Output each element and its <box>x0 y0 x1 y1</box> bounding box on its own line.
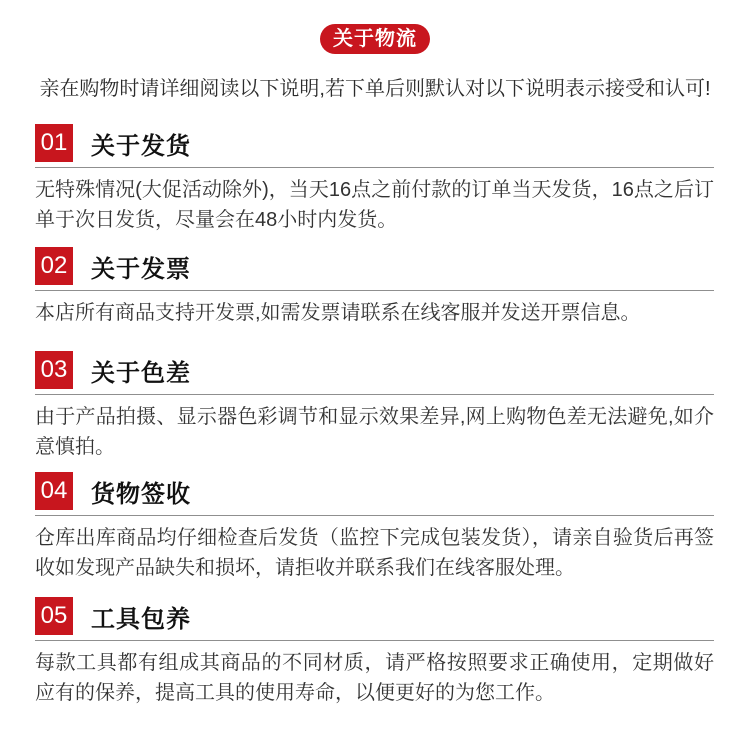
section-header <box>35 597 714 635</box>
section-number-badge: 02 <box>35 247 73 285</box>
section-title: 关于色差 <box>91 359 191 387</box>
section-title: 关于发票 <box>91 255 191 283</box>
section-title: 工具包养 <box>91 605 191 633</box>
section-header <box>35 472 714 510</box>
section-divider <box>35 167 714 168</box>
section-body-text: 每款工具都有组成其商品的不同材质，请严格按照要求正确使用，定期做好应有的保养，提高工具的使用寿命，以便更好的为您工作。 <box>35 652 714 704</box>
section-title: 关于发货 <box>91 132 191 160</box>
section-invoice <box>35 247 714 328</box>
section-number-badge: 05 <box>35 597 73 635</box>
section-body-text: 由于产品拍摄、显示器色彩调节和显示效果差异,网上购物色差无法避免,如介意慎拍。 <box>35 406 714 458</box>
header-badge-container <box>0 0 750 54</box>
section-body-text: 无特殊情况(大促活动除外)，当天16点之前付款的订单当天发货，16点之后订单于次日发货，尽量会在48小时内发货。 <box>35 179 714 231</box>
page-title-badge: 关于物流 <box>320 24 430 54</box>
section-title: 货物签收 <box>91 480 191 508</box>
section-number-badge: 04 <box>35 472 73 510</box>
section-divider <box>35 290 714 291</box>
section-number-badge: 01 <box>35 124 73 162</box>
section-divider <box>35 640 714 641</box>
section-header <box>35 124 714 162</box>
section-goods-receipt <box>35 472 714 583</box>
section-divider <box>35 394 714 395</box>
intro-notice-text: 亲在购物时请详细阅读以下说明,若下单后则默认对以下说明表示接受和认可! <box>39 78 711 100</box>
section-tool-maintenance <box>35 597 714 708</box>
section-body-text: 仓库出库商品均仔细检查后发货（监控下完成包装发货），请亲自验货后再签收如发现产品缺失和损坏，请拒收并联系我们在线客服处理。 <box>35 527 714 579</box>
section-shipping <box>35 124 714 235</box>
section-color-difference <box>35 351 714 462</box>
section-header <box>35 247 714 285</box>
section-header <box>35 351 714 389</box>
section-body-text: 本店所有商品支持开发票,如需发票请联系在线客服并发送开票信息。 <box>35 302 641 324</box>
section-divider <box>35 515 714 516</box>
section-number-badge: 03 <box>35 351 73 389</box>
